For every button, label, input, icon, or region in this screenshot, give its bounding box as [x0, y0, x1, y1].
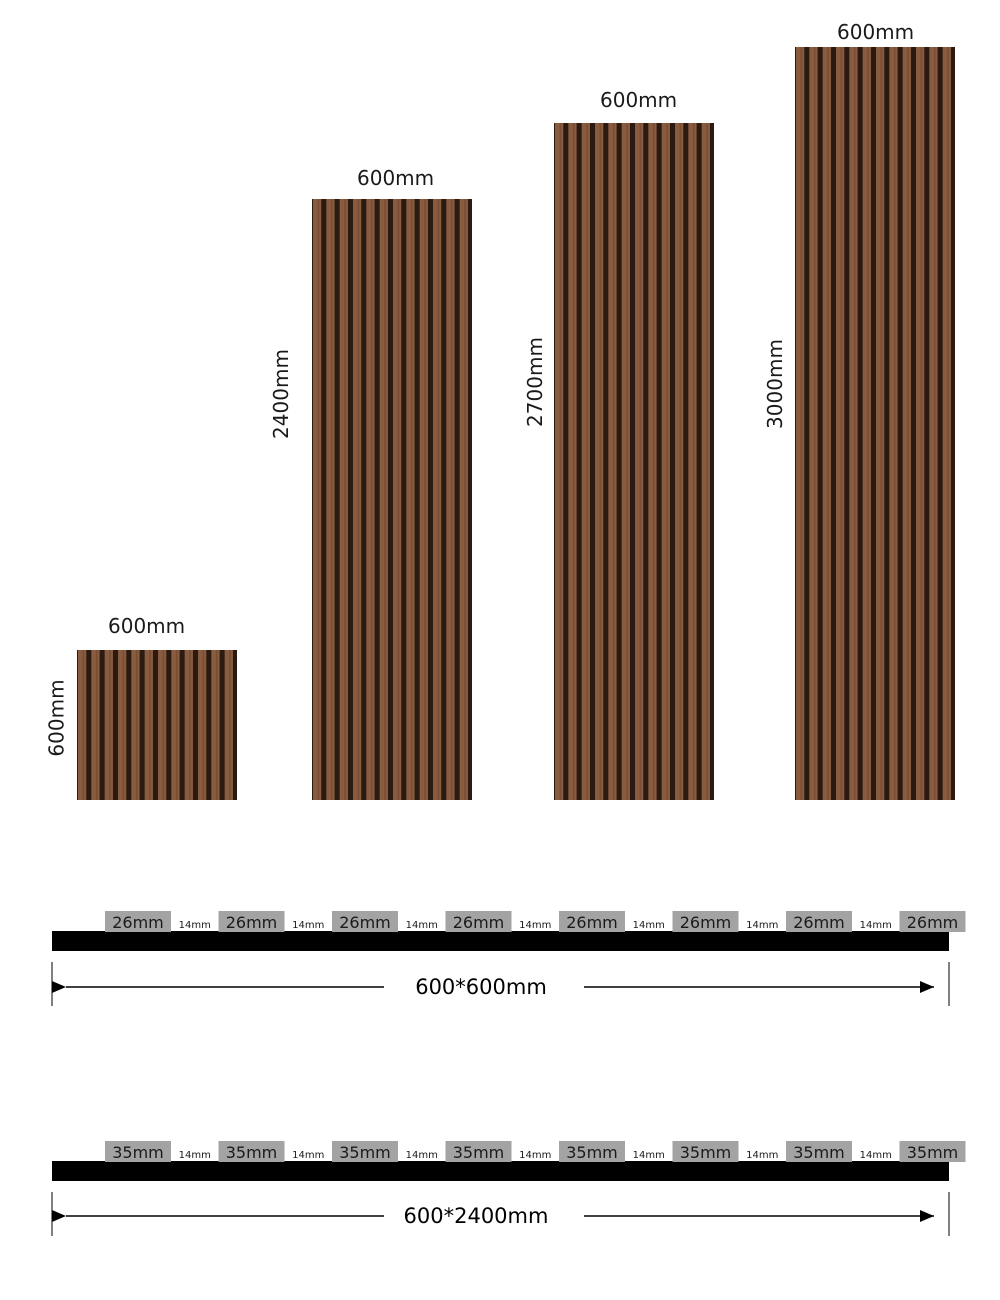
panel-600x3000-height-label: 3000mm [762, 339, 787, 429]
slat-width-label: 35mm [906, 1143, 959, 1162]
slat-width-label: 26mm [679, 913, 732, 932]
slat-width-label: 26mm [793, 913, 845, 932]
slat-width-label: 35mm [225, 1143, 278, 1162]
gap-width-label: 14mm [292, 1150, 325, 1161]
slat-width-label: 35mm [566, 1143, 618, 1162]
panel-600x2700-height-label: 2700mm [522, 337, 547, 427]
slat-width-label: 26mm [452, 913, 505, 932]
panel-600x2400-height-label: 2400mm [268, 349, 293, 439]
gap-width-label: 14mm [519, 1150, 552, 1161]
gap-width-label: 14mm [405, 1150, 438, 1161]
gap-width-label: 14mm [746, 1150, 779, 1161]
gap-width-label: 14mm [178, 1150, 211, 1161]
panel-600x2700-width-label: 600mm [600, 88, 678, 112]
slat-width-label: 26mm [225, 913, 278, 932]
gap-width-label: 14mm [178, 920, 211, 931]
gap-width-label: 14mm [859, 920, 892, 931]
gap-width-label: 14mm [519, 920, 552, 931]
profile-600x2400-backing [52, 1161, 949, 1181]
profile-600x600-backing [52, 931, 949, 951]
slat-width-label: 35mm [679, 1143, 732, 1162]
slat-width-label: 35mm [112, 1143, 164, 1162]
slat-width-label: 35mm [452, 1143, 505, 1162]
panel-600x600-width-label: 600mm [108, 614, 186, 638]
slat-width-label: 26mm [906, 913, 959, 932]
profile-600x2400 [52, 1141, 966, 1236]
slat-width-label: 35mm [339, 1143, 391, 1162]
gap-width-label: 14mm [746, 920, 779, 931]
gap-width-label: 14mm [632, 920, 665, 931]
gap-width-label: 14mm [859, 1150, 892, 1161]
profile-600x600-dimension-label: 600*600mm [415, 975, 547, 999]
slat-width-label: 26mm [112, 913, 164, 932]
profile-600x2400-dimension-label: 600*2400mm [403, 1204, 549, 1228]
slat-width-label: 26mm [339, 913, 391, 932]
panel-600x600-height-label: 600mm [44, 679, 69, 757]
panel-600x2400-width-label: 600mm [357, 166, 435, 190]
gap-width-label: 14mm [632, 1150, 665, 1161]
panel-600x3000-width-label: 600mm [837, 20, 915, 44]
gap-width-label: 14mm [292, 920, 325, 931]
slat-width-label: 26mm [566, 913, 618, 932]
gap-width-label: 14mm [405, 920, 438, 931]
slat-width-label: 35mm [793, 1143, 845, 1162]
profile-600x600 [52, 911, 966, 1006]
